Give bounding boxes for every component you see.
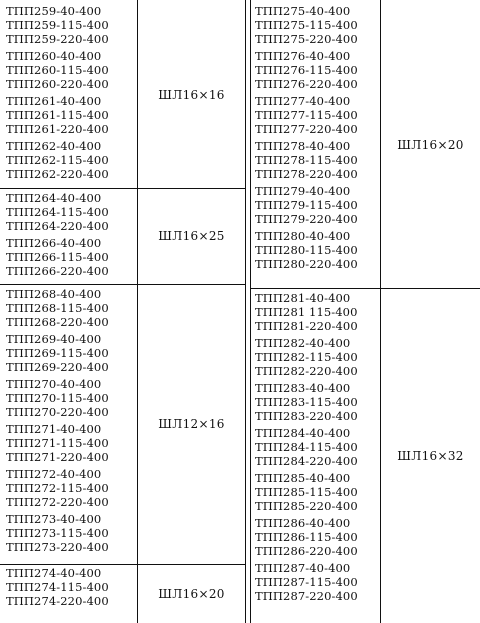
transformer-code: ТПП287-220-400 (255, 589, 358, 603)
group-separator (0, 188, 245, 189)
transformer-code: ТПП274-40-400 (6, 566, 102, 580)
transformer-code: ТПП276-220-400 (255, 77, 358, 91)
transformer-code: ТПП269-40-400 (6, 332, 102, 346)
transformer-code: ТПП276-115-400 (255, 63, 358, 77)
transformer-code: ТПП264-220-400 (6, 219, 109, 233)
transformer-code: ТПП278-40-400 (255, 139, 351, 153)
transformer-code: ТПП264-40-400 (6, 191, 102, 205)
transformer-code: ТПП262-220-400 (6, 167, 109, 181)
transformer-code: ТПП287-40-400 (255, 561, 351, 575)
transformer-code: ТПП262-40-400 (6, 139, 102, 153)
transformer-code: ТПП272-115-400 (6, 481, 109, 495)
transformer-code: ТПП273-40-400 (6, 512, 102, 526)
transformer-code: ТПП283-220-400 (255, 409, 358, 423)
transformer-code: ТПП275-220-400 (255, 32, 358, 46)
transformer-code: ТПП278-220-400 (255, 167, 358, 181)
transformer-code: ТПП276-40-400 (255, 49, 351, 63)
transformer-code: ТПП286-115-400 (255, 530, 358, 544)
transformer-code: ТПП269-115-400 (6, 346, 109, 360)
transformer-code: ТПП282-220-400 (255, 364, 358, 378)
transformer-code: ТПП259-40-400 (6, 4, 102, 18)
transformer-code: ТПП286-220-400 (255, 544, 358, 558)
core-type-label: ШЛ16×20 (158, 586, 225, 601)
transformer-code: ТПП277-40-400 (255, 94, 351, 108)
transformer-code: ТПП280-115-400 (255, 243, 358, 257)
column-divider (245, 0, 246, 623)
transformer-code: ТПП285-40-400 (255, 471, 351, 485)
group-separator (0, 564, 245, 565)
transformer-code: ТПП279-220-400 (255, 212, 358, 226)
transformer-code: ТПП269-220-400 (6, 360, 109, 374)
transformer-code: ТПП285-115-400 (255, 485, 358, 499)
transformer-code: ТПП281-220-400 (255, 319, 358, 333)
group-separator (250, 288, 480, 289)
group-separator (0, 284, 245, 285)
transformer-code: ТПП260-220-400 (6, 77, 109, 91)
transformer-code: ТПП270-220-400 (6, 405, 109, 419)
transformer-code: ТПП280-40-400 (255, 229, 351, 243)
transformer-code: ТПП278-115-400 (255, 153, 358, 167)
transformer-code: ТПП274-115-400 (6, 580, 109, 594)
transformer-code: ТПП270-40-400 (6, 377, 102, 391)
transformer-code: ТПП279-115-400 (255, 198, 358, 212)
transformer-code: ТПП284-115-400 (255, 440, 358, 454)
transformer-code: ТПП260-115-400 (6, 63, 109, 77)
transformer-code: ТПП260-40-400 (6, 49, 102, 63)
transformer-code: ТПП273-220-400 (6, 540, 109, 554)
transformer-code: ТПП268-40-400 (6, 287, 102, 301)
transformer-code: ТПП286-40-400 (255, 516, 351, 530)
transformer-code: ТПП277-220-400 (255, 122, 358, 136)
transformer-code: ТПП283-40-400 (255, 381, 351, 395)
transformer-code: ТПП270-115-400 (6, 391, 109, 405)
column-divider (250, 0, 251, 623)
transformer-code: ТПП287-115-400 (255, 575, 358, 589)
core-type-label: ШЛ16×32 (397, 449, 464, 463)
core-type-label: ШЛ16×20 (397, 137, 464, 152)
transformer-code: ТПП266-40-400 (6, 236, 102, 250)
transformer-code: ТПП261-115-400 (6, 108, 109, 122)
transformer-code: ТПП261-40-400 (6, 94, 102, 108)
transformer-code: ТПП271-115-400 (6, 436, 109, 450)
transformer-code: ТПП262-115-400 (6, 153, 109, 167)
core-type-label: ШЛ16×25 (158, 229, 225, 243)
transformer-code: ТПП274-220-400 (6, 594, 109, 608)
core-type-label: ШЛ16×16 (158, 87, 225, 102)
transformer-code: ТПП268-220-400 (6, 315, 109, 329)
transformer-code: ТПП271-220-400 (6, 450, 109, 464)
transformer-code: ТПП272-40-400 (6, 467, 102, 481)
transformer-code: ТПП281 115-400 (255, 305, 358, 319)
transformer-code: ТПП283-115-400 (255, 395, 358, 409)
transformer-code: ТПП279-40-400 (255, 184, 351, 198)
transformer-code: ТПП259-220-400 (6, 32, 109, 46)
transformer-code: ТПП259-115-400 (6, 18, 109, 32)
transformer-code: ТПП277-115-400 (255, 108, 358, 122)
column-divider (380, 0, 381, 623)
transformer-code: ТПП273-115-400 (6, 526, 109, 540)
transformer-code: ТПП282-115-400 (255, 350, 358, 364)
transformer-code: ТПП275-115-400 (255, 18, 358, 32)
transformer-code: ТПП282-40-400 (255, 336, 351, 350)
transformer-code: ТПП275-40-400 (255, 4, 351, 18)
transformer-code: ТПП268-115-400 (6, 301, 109, 315)
transformer-code: ТПП264-115-400 (6, 205, 109, 219)
transformer-code: ТПП284-40-400 (255, 426, 351, 440)
transformer-code: ТПП266-115-400 (6, 250, 109, 264)
transformer-code: ТПП266-220-400 (6, 264, 109, 278)
transformer-code: ТПП261-220-400 (6, 122, 109, 136)
transformer-code: ТПП271-40-400 (6, 422, 102, 436)
core-type-label: ШЛ12×16 (158, 417, 225, 431)
transformer-code: ТПП272-220-400 (6, 495, 109, 509)
transformer-code: ТПП281-40-400 (255, 291, 351, 305)
transformer-code: ТПП284-220-400 (255, 454, 358, 468)
transformer-code: ТПП285-220-400 (255, 499, 358, 513)
transformer-code: ТПП280-220-400 (255, 257, 358, 271)
